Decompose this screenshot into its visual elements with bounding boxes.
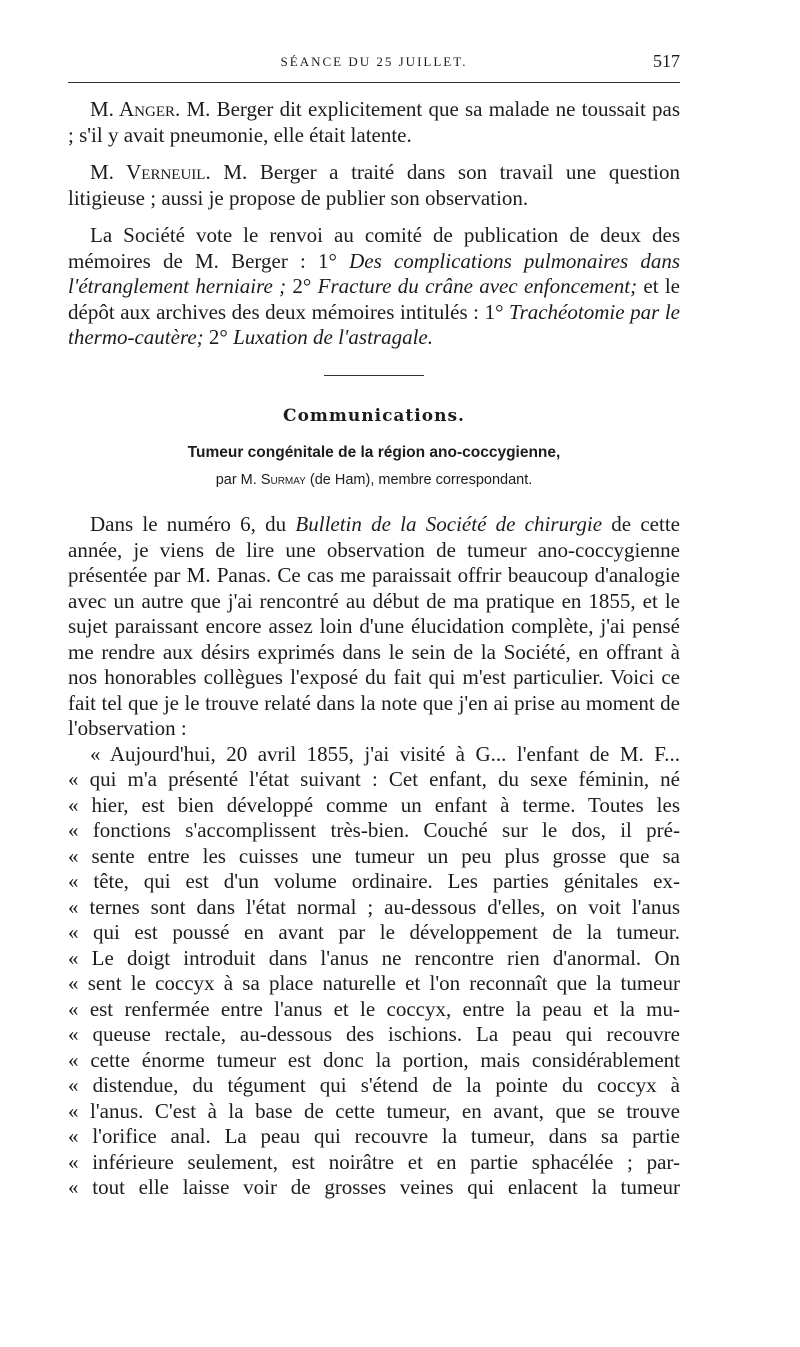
section-title: Communications. [283,406,465,426]
byline-prefix: par M. [215,472,261,488]
vote-text-2: 2° [286,274,318,298]
byline-suffix: (de Ham), membre correspondant. [305,472,533,488]
vote-title-4: Luxation de l'astragale. [233,325,433,349]
quote-line: « distendue, du tégument qui s'étend de la pointe du coccyx à [68,1073,680,1097]
quote-line: « est renfermée entre l'anus et le coccyx, entre la peau et la mu- [68,996,680,1021]
quote-line: « Le doigt introduit dans l'anus ne rencontre rien d'anormal. On [68,945,680,970]
intro-text-2: de cette année, je viens de lire une observation de tumeur ano-coccygienne présentée par M. Panas. Ce cas me paraissait offrir beaucoup d'analogie avec un autre que j'ai rencontré au début de ma pratique en 1855, et le sujet paraissant encore assez loin d'une élucidation complète, j'ai pensé me rendre aux désirs exprimés dans le sein de la Société, en offrant à nos honorables collègues l'exposé du fait qui m'est particulier. Voici ce fait tel que je le trouve relaté dans la note que j'en ai prise au moment de l'observation : [68,512,680,740]
vote-text-1: La Société vote le renvoi au comité de publication de deux des mémoires de M. Berger : 1° [68,223,680,273]
quote-line: « hier, est bien développé comme un enfant à terme. Toutes les [68,792,680,817]
running-title: SÉANCE DU 25 JUILLET. [280,54,468,69]
vote-title-1: Des complications pulmonaires dans l'étranglement herniaire ; [68,248,680,298]
vote-text-3: et le dépôt aux archives des deux mémoires intitulés : 1° [68,274,681,324]
quote-line: « queuse rectale, au-dessous des ischions. La peau qui recouvre [68,1022,680,1046]
running-head [68,48,680,78]
paragraph-anger-text: M. Berger dit explicitement que sa malade ne toussait pas ; s'il y avait pneumonie, elle était latente. [68,97,680,147]
speaker-verneuil: M. Verneuil. [90,160,211,184]
byline [68,472,680,488]
quote-line: « inférieure seulement, est noirâtre et en partie sphacélée ; par- [68,1149,680,1174]
vote-title-2: Fracture du crâne avec enfoncement; [317,274,638,298]
quote-line: « fonctions s'accomplissent très-bien. Couché sur le dos, il pré- [68,818,680,842]
paragraph-anger [68,97,680,148]
intro-journal-title: Bulletin de la Société de chirurgie [295,512,603,536]
quote-line: « l'orifice anal. La peau qui recouvre la tumeur, dans sa partie [68,1124,680,1148]
section-divider [324,375,424,377]
quote-line: « qui est poussé en avant par le développement de la tumeur. [68,920,680,944]
quote-line: « sent le coccyx à sa place naturelle et l'on reconnaît que la tumeur [68,971,680,995]
paragraph-intro [68,512,680,742]
paragraph-vote [68,223,680,351]
vote-text-4: 2° [203,325,234,349]
document-page [68,48,680,1201]
speaker-anger: M. Anger. [90,97,181,121]
byline-author: Surmay [260,472,306,488]
vote-title-3: Trachéotomie par le thermo-cautère; [68,299,680,349]
page-number: 517 [653,51,680,71]
quote-line: « tout elle laisse voir de grosses veines qui enlacent la tumeur [68,1175,680,1199]
paragraph-verneuil [68,160,680,211]
quote-line: « ternes sont dans l'état normal ; au-dessous d'elles, on voit l'anus [68,894,680,919]
quote-line: « sente entre les cuisses une tumeur un peu plus grosse que sa [68,843,680,868]
quote-line: « tête, qui est d'un volume ordinaire. Les parties génitales ex- [68,869,680,893]
quote-line: « Aujourd'hui, 20 avril 1855, j'ai visité à G... l'enfant de M. F... [90,741,680,766]
quote-line: « cette énorme tumeur est donc la portion, mais considérablement [68,1047,680,1072]
intro-text-1: Dans le numéro 6, du [90,512,296,536]
quote-line: « qui m'a présenté l'état suivant : Cet enfant, du sexe féminin, né [68,767,680,791]
quote-line: « l'anus. C'est à la base de cette tumeur, en avant, que se trouve [68,1098,680,1123]
article-title: Tumeur congénitale de la région ano-coccygienne, [187,444,561,461]
quotation-block [68,742,680,1201]
paragraph-verneuil-text: M. Berger a traité dans son travail une question litigieuse ; aussi je propose de publier son observation. [68,160,680,210]
